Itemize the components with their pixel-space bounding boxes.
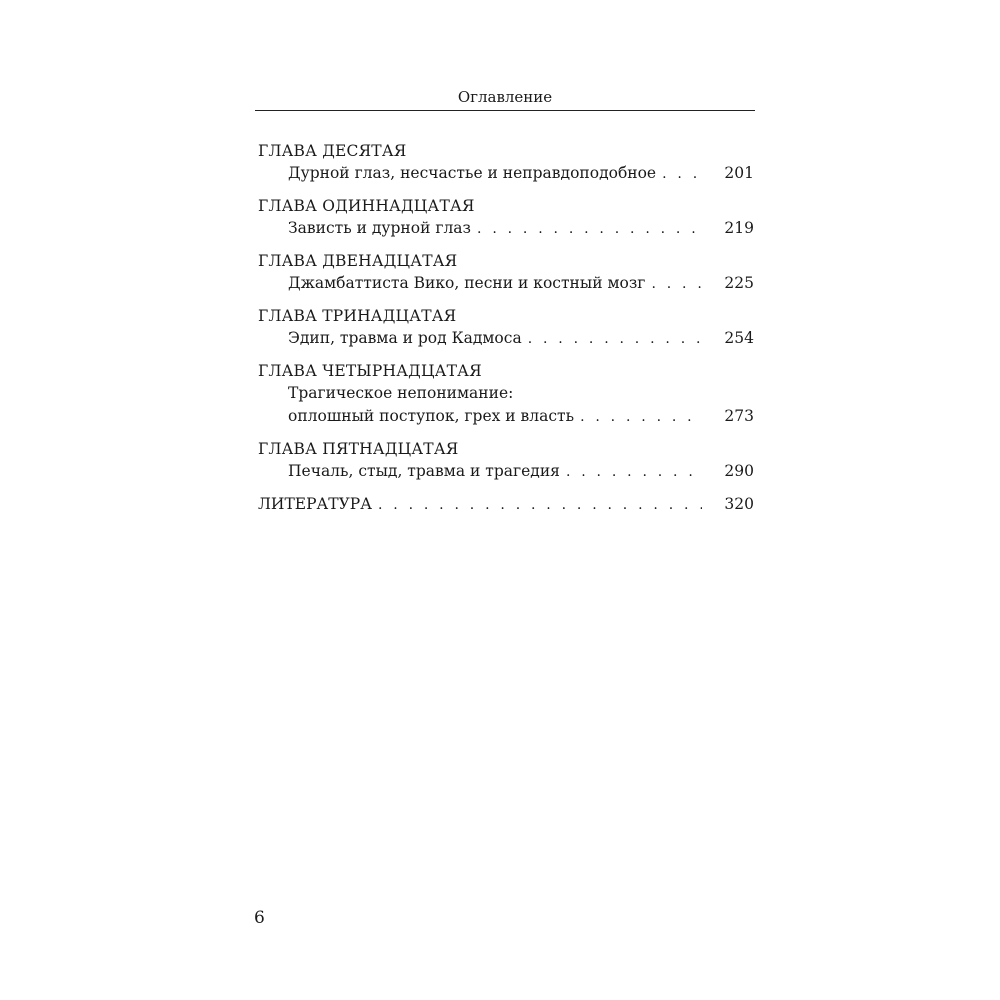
toc-chapter-11: [258, 195, 754, 241]
entry-page-number: 320: [724, 495, 754, 513]
dot-leader: [580, 406, 702, 429]
toc-entry[interactable]: [258, 217, 754, 241]
entry-title: Эдип, травма и род Кадмоса: [288, 329, 522, 347]
entry-page-number: 254: [724, 329, 754, 347]
chapter-heading: ГЛАВА ПЯТНАДЦАТАЯ: [258, 440, 459, 458]
toc-entry[interactable]: [258, 405, 754, 429]
toc-chapter-13: [258, 305, 754, 351]
toc-entry[interactable]: [258, 327, 754, 351]
dot-leader: [651, 273, 702, 296]
toc-chapter-15: [258, 438, 754, 484]
entry-page-number: 290: [724, 462, 754, 480]
page-number: 6: [254, 908, 265, 928]
entry-page-number: 201: [724, 164, 754, 182]
dot-leader: [662, 163, 702, 186]
chapter-heading: ГЛАВА ОДИННАДЦАТАЯ: [258, 197, 475, 215]
toc-chapter-14: [258, 360, 754, 429]
chapter-heading: ГЛАВА ТРИНАДЦАТАЯ: [258, 307, 457, 325]
toc-chapter-10: [258, 140, 754, 186]
dot-leader: [566, 461, 702, 484]
entry-title: Зависть и дурной глаз: [288, 219, 472, 237]
entry-page-number: 219: [724, 219, 754, 237]
entry-title: оплошный поступок, грех и власть: [288, 407, 575, 425]
toc-entry[interactable]: [258, 162, 754, 186]
chapter-heading: ГЛАВА ДЕСЯТАЯ: [258, 142, 407, 160]
entry-title: Печаль, стыд, травма и трагедия: [288, 462, 560, 480]
running-head: Оглавление: [457, 88, 553, 106]
entry-page-number: 273: [724, 407, 754, 425]
toc-literature: [258, 493, 754, 517]
toc-entry[interactable]: [258, 272, 754, 296]
entry-title: Джамбаттиста Вико, песни и костный мозг: [288, 274, 646, 292]
entry-title-line: Трагическое непонимание:: [288, 384, 514, 402]
chapter-heading: ГЛАВА ДВЕНАДЦАТАЯ: [258, 252, 458, 270]
literature-title: ЛИТЕРАТУРА: [258, 495, 372, 513]
header-rule: [255, 110, 755, 111]
toc-chapter-12: [258, 250, 754, 296]
toc-entry[interactable]: [258, 493, 754, 517]
dot-leader: [378, 494, 702, 517]
entry-page-number: 225: [724, 274, 754, 292]
dot-leader: [528, 328, 702, 351]
chapter-heading: ГЛАВА ЧЕТЫРНАДЦАТАЯ: [258, 362, 482, 380]
entry-title: Дурной глаз, несчастье и неправдоподобное: [288, 164, 657, 182]
dot-leader: [477, 218, 702, 241]
toc-entry[interactable]: [258, 460, 754, 484]
table-of-contents: [258, 140, 754, 526]
